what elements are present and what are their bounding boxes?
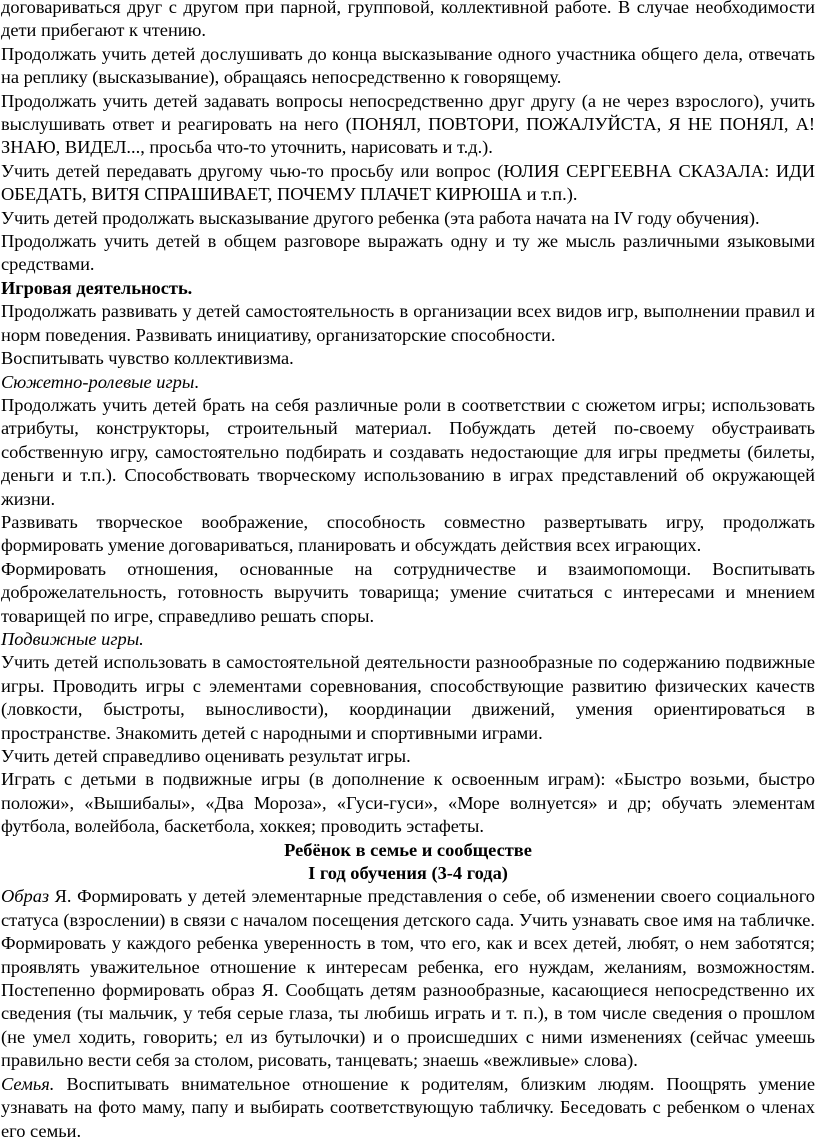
subheading-italic-text: Сюжетно-ролевые игры [1, 371, 195, 392]
section-subtitle: I год обучения (3-4 года) [308, 863, 508, 884]
paragraph: Продолжать учить детей дослушивать до конца высказывание одного участника общего дела, отвечать на реплику (высказывание), обращаясь непосредственно к говорящему. [1, 43, 815, 88]
paragraph: Учить детей использовать в самостоятельной деятельности разнообразные по содержанию подвижные игры. Проводить игры с элементами соревнования, способствующие развитию физических качеств (ловкости, быстроты, выносливости), координации движений, умения ориентироваться в пространстве. Знакомить детей с народными и спортивными играми. [1, 652, 815, 743]
subheading-punctuation: . [194, 371, 199, 392]
paragraph: Продолжать учить детей задавать вопросы непосредственно друг другу (а не через взрослого), учить выслушивать ответ и реагировать на него (ПОНЯЛ, ПОВТОРИ, ПОЖАЛУЙСТА, Я НЕ ПОНЯЛ, А! ЗНАЮ, ВИДЕЛ..., просьба что-то уточнить, нарисовать и т.д.). [1, 90, 815, 158]
paragraph: Учить детей продолжать высказывание другого ребенка (эта работа начата на IV году обучения). [1, 207, 760, 228]
paragraph-lead-italic: Семья. [1, 1073, 55, 1094]
section-title: Ребёнок в семье и сообществе [284, 839, 532, 860]
paragraph-body: Я. Формировать у детей элементарные представления о себе, об изменении своего социального статуса (взрослении) в связи с началом посещения детского сада. Учить узнавать свое имя на табличке. Формировать у каждого ребенка уверенность в том, что его, как и всех детей, любят, о нем заботятся; проявлять уважительное отношение к интересам ребенка, его нуждам, желаниям, возможностям. Постепенно формировать образ Я. Сообщать детям разнообразные, касающиеся непосредственно их сведения (ты мальчик, у тебя серые глаза, ты любишь играть и т. п.), в том числе сведения о прошлом (не умел ходить, говорить; ел из бутылочки) и о происшедших с ними изменениях (сейчас умеешь правильно вести себя за столом, рисовать, танцевать; знаешь «вежливые» слова). [1, 886, 815, 1071]
paragraph: Развивать творческое воображение, способность совместно развертывать игру, продолжать формировать умение договариваться, планировать и обсуждать действия всех играющих. [1, 511, 815, 556]
paragraph: Продолжать учить детей в общем разговоре выражать одну и ту же мысль различными языковыми средствами. [1, 231, 815, 275]
subheading-italic-text: Подвижные игры. [1, 628, 144, 649]
subheading-outdoor-games [1, 628, 815, 651]
paragraph: Продолжать развивать у детей самостоятельность в организации всех видов игр, выполнении правил и норм поведения. Развивать инициативу, организаторские способности. [1, 301, 815, 345]
paragraph: Воспитывать чувство коллективизма. [1, 348, 294, 369]
paragraph-lead-italic: Образ [1, 886, 50, 907]
paragraph: Играть с детьми в подвижные игры (в дополнение к освоенным играм): «Быстро возьми, быстро положи», «Вышибалы», «Два Мороза», «Гуси-гуси», «Море волнуется» и др; обучать элементам футбола, волейбола, баскетбола, хоккея; проводить эстафеты. [1, 769, 815, 837]
paragraph: Формировать отношения, основанные на сотрудничестве и взаимопомощи. Воспитывать доброжелательность, готовность выручить товарища; умение считаться с интересами и мнением товарищей по игре, справедливо решать споры. [1, 558, 815, 626]
section-heading-game-activity: Игровая деятельность. [1, 277, 193, 298]
paragraph: договариваться друг с другом при парной, групповой, коллективной работе. В случае необходимости дети прибегают к чтению. [1, 0, 815, 41]
paragraph-family [1, 1073, 815, 1143]
paragraph-body: Воспитывать внимательное отношение к родителям, близким людям. Поощрять умение узнавать на фото маму, папу и выбирать соответствующую табличку. Беседовать с ребенком о членах его семьи. [1, 1073, 815, 1141]
paragraph: Учить детей справедливо оценивать результат игры. [1, 746, 411, 766]
paragraph: Продолжать учить детей брать на себя различные роли в соответствии с сюжетом игры; использовать атрибуты, конструкторы, строительный материал. Побуждать детей по-своему обустраивать собственную игру, самостоятельно подбирать и создавать недостающие для игры предметы (билеты, деньги и т.п.). Способствовать творческому использованию в играх представлений об окружающей жизни. [1, 394, 815, 509]
paragraph-self-image [1, 885, 815, 1072]
subheading-role-play-games [1, 371, 815, 394]
paragraph: Учить детей передавать другому чью-то просьбу или вопрос (ЮЛИЯ СЕРГЕЕВНА СКАЗАЛА: ИДИ ОБЕДАТЬ, ВИТЯ СПРАШИВАЕТ, ПОЧЕМУ ПЛАЧЕТ КИРЮША и т.п.). [1, 160, 815, 205]
